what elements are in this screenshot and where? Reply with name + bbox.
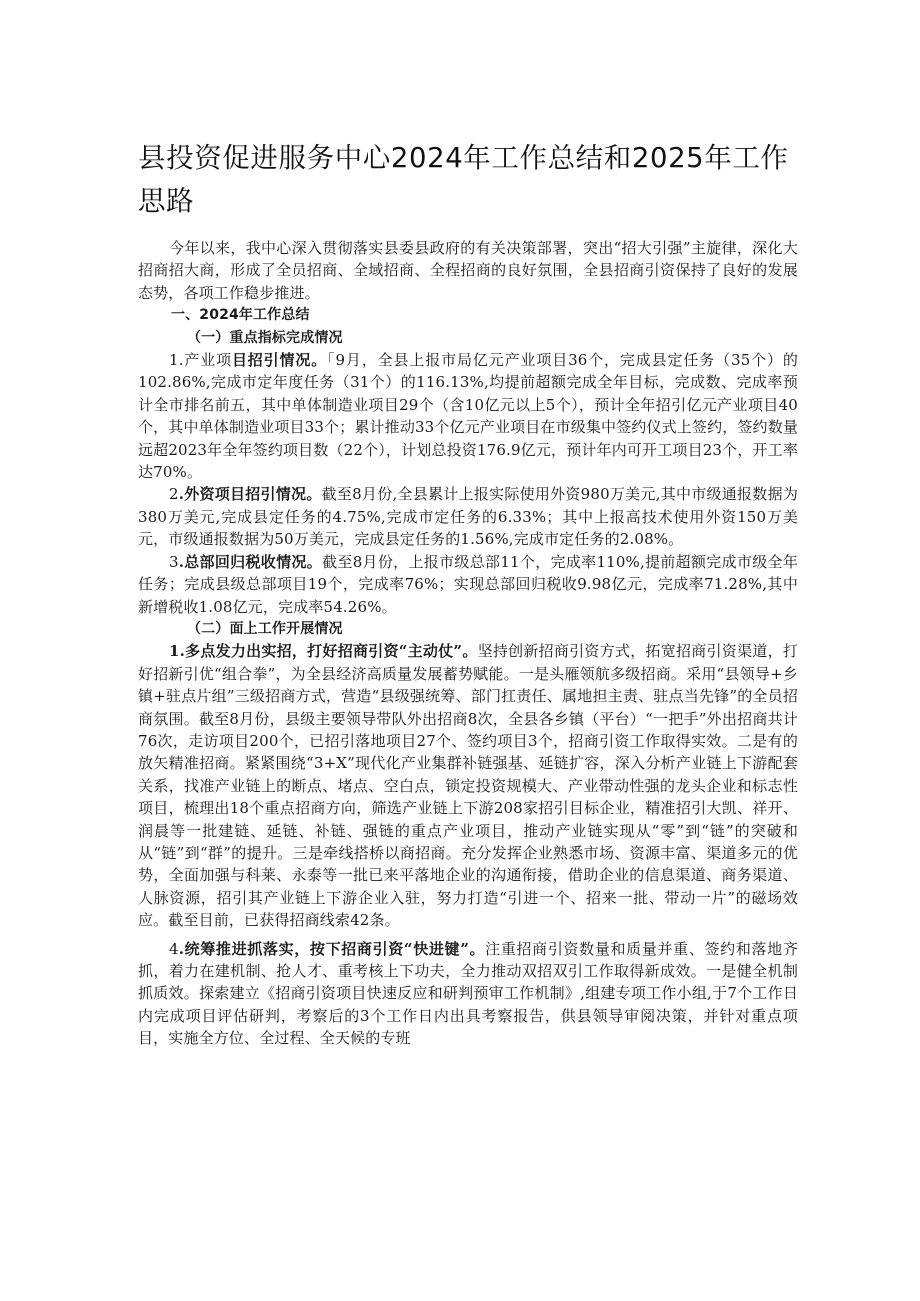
subsection-heading-1: （一）重点指标完成情况 xyxy=(187,329,343,346)
paragraph-foreign-investment xyxy=(138,483,798,550)
paragraph-number: 3 xyxy=(169,552,179,571)
document-body xyxy=(138,237,798,1050)
paragraph-number: 1.产业项 xyxy=(169,351,232,370)
paragraph-text: 截至8月份，上报市级总部11个，完成率110%,提前超额完成市级全年任务；完成县级总部项目19个，完成率76%；实现总部回归税收9.98亿元，完成率71.28%,其中新增税收1.08亿元，完成率54.26%。 xyxy=(138,552,798,616)
paragraph-number: 4 xyxy=(169,939,179,958)
paragraph-lead: .外资项目招引情况。 xyxy=(178,485,322,504)
section-heading-1: 一、2024年工作总结 xyxy=(171,307,310,324)
paragraph-project-attraction xyxy=(138,349,798,483)
paragraph-hq-tax xyxy=(138,551,798,618)
intro-paragraph: 今年以来，我中心深入贯彻落实县委县政府的有关决策部署，突出“招大引强”主旋律，深化大招商招大商，形成了全员招商、全域招商、全程招商的良好氛围，全县招商引资保持了良好的发展态势，各项工作稳步推进。 xyxy=(138,239,798,302)
paragraph-number: 2 xyxy=(169,485,179,504)
subsection-heading-2: （二）面上工作开展情况 xyxy=(187,620,343,637)
paragraph-lead: .总部回归税收情况。 xyxy=(178,552,323,571)
paragraph-lead: 目招引情况。 xyxy=(231,351,328,370)
paragraph-lead: 1.多点发力出实招，打好招商引资“主动仗”。 xyxy=(169,642,478,661)
paragraph-text: 「9月，全县上报市局亿元产业项目36个，完成县定任务（35个）的102.86%,完成市定年度任务（31个）的116.13%,均提前超额完成全年目标，完成数、完成率预计全市排名前五，其中单体制造业项目29个（含10亿元以上5个），预计全年招引亿元产业项目40个，其中单体制造业项目33个；累计推动33个亿元产业项目在市级集中签约仪式上签约，签约数量远超2023年全年签约项目数（22个），计划总投资176.9亿元，预计年内可开工项目23个，开工率达70%。 xyxy=(138,351,798,482)
paragraph-multi-point xyxy=(138,640,798,931)
paragraph-text: 坚持创新招商引资方式，拓宽招商引资渠道，打好招新引优“组合拳”，为全县经济高质量发展蓄势赋能。一是头雁领航多级招商。采用“县领导+乡镇+驻点片组”三级招商方式，营造“县级强统筹、部门扛责任、属地担主责、驻点当先锋”的全员招商氛围。截至8月份，县级主要领导带队外出招商8次，全县各乡镇（平台）“一把手”外出招商共计76次，走访项目200个，已招引落地项目27个、签约项目3个，招商引资工作取得实效。二是有的放矢精准招商。紧紧围绕“3+X”现代化产业集群补链强基、延链扩容，深入分析产业链上下游配套关系，找准产业链上的断点、堵点、空白点，锁定投资规模大、产业带动性强的龙头企业和标志性项目，梳理出18个重点招商方向，筛选产业链上下游208家招引目标企业，精准招引大凯、祥开、润晨等一批建链、延链、补链、强链的重点产业项目，推动产业链实现从“零”到“链”的突破和从“链”到“群”的提升。三是牵线搭桥以商招商。充分发挥企业熟悉市场、资源丰富、渠道多元的优势，全面加强与科莱、永泰等一批已来平落地企业的沟通衔接，借助企业的信息渠道、商务渠道、人脉资源，招引其产业链上下游企业入驻，努力打造“引进一个、招来一批、带动一片”的磁场效应。截至目前，已获得招商线索42条。 xyxy=(138,642,799,930)
paragraph-coordination xyxy=(138,938,798,1050)
document-title: 县投资促进服务中心2024年工作总结和2025年工作思路 xyxy=(138,142,789,217)
paragraph-text: 注重招商引资数量和质量并重、签约和落地齐抓，着力在建机制、抢人才、重考核上下功夫，全力推动双招双引工作取得新成效。一是健全机制抓质效。探索建立《招商引资项目快速反应和研判预审工作机制》,组建专项工作小组,于7个工作日内完成项目评估研判，考察后的3个工作日内出具考察报告，供县领导审阅决策，并针对重点项目，实施全方位、全过程、全天候的专班 xyxy=(138,939,798,1048)
paragraph-lead: .统筹推进抓落实，按下招商引资“快进键”。 xyxy=(178,939,486,958)
paragraph-text: 截至8月份,全县累计上报实际使用外资980万美元,其中市级通报数据为380万美元,完成县定任务的4.75%,完成市定任务的6.33%；其中上报高技术使用外资150万美元，市级通报数据为50万美元，完成县定任务的1.56%,完成市定任务的2.08%。 xyxy=(138,485,798,549)
